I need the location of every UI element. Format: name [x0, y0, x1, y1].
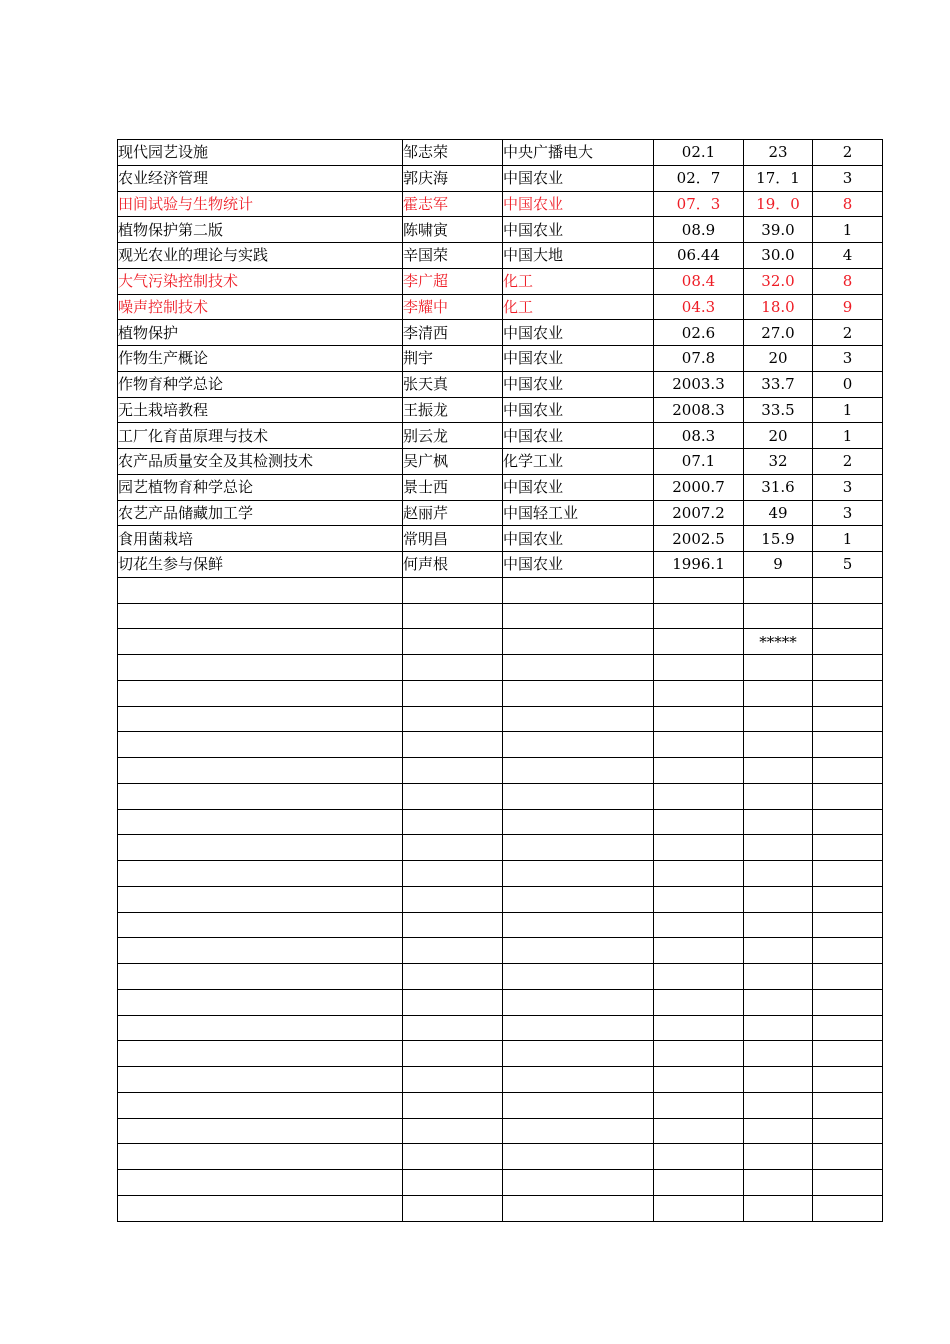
- book-title-cell: 无土栽培教程: [118, 397, 403, 423]
- price-cell: 19．0: [744, 191, 813, 217]
- price-cell: 49: [744, 500, 813, 526]
- price-cell: *****: [744, 629, 813, 655]
- book-title-cell: 食用菌栽培: [118, 526, 403, 552]
- quantity-cell: [813, 1067, 883, 1093]
- author-cell: [403, 603, 503, 629]
- publisher-cell: 中国农业: [503, 423, 654, 449]
- book-title-cell: 植物保护: [118, 320, 403, 346]
- publish-date-cell: 2000.7: [654, 474, 744, 500]
- table-row: [118, 140, 883, 166]
- publish-date-cell: [654, 732, 744, 758]
- publish-date-cell: [654, 1041, 744, 1067]
- table-row: [118, 1067, 883, 1093]
- author-cell: [403, 1195, 503, 1221]
- price-cell: [744, 861, 813, 887]
- book-title-cell: 农艺产品储藏加工学: [118, 500, 403, 526]
- quantity-cell: [813, 989, 883, 1015]
- quantity-cell: 5: [813, 552, 883, 578]
- book-title-cell: [118, 861, 403, 887]
- price-cell: [744, 912, 813, 938]
- price-cell: 31.6: [744, 474, 813, 500]
- table-row: [118, 1195, 883, 1221]
- price-cell: [744, 1041, 813, 1067]
- book-title-cell: [118, 577, 403, 603]
- table-row: [118, 474, 883, 500]
- price-cell: 18.0: [744, 294, 813, 320]
- publisher-cell: [503, 783, 654, 809]
- author-cell: [403, 964, 503, 990]
- table-row: [118, 191, 883, 217]
- author-cell: [403, 912, 503, 938]
- publish-date-cell: [654, 1195, 744, 1221]
- author-cell: [403, 1067, 503, 1093]
- book-title-cell: 农产品质量安全及其检测技术: [118, 449, 403, 475]
- publisher-cell: [503, 655, 654, 681]
- table-row: [118, 964, 883, 990]
- quantity-cell: 4: [813, 243, 883, 269]
- book-title-cell: 园艺植物育种学总论: [118, 474, 403, 500]
- table-row: [118, 1041, 883, 1067]
- publisher-cell: 中国农业: [503, 474, 654, 500]
- author-cell: [403, 1170, 503, 1196]
- quantity-cell: [813, 1092, 883, 1118]
- publish-date-cell: [654, 1144, 744, 1170]
- quantity-cell: 3: [813, 165, 883, 191]
- publish-date-cell: 2008.3: [654, 397, 744, 423]
- price-cell: [744, 1170, 813, 1196]
- quantity-cell: [813, 1118, 883, 1144]
- price-cell: [744, 758, 813, 784]
- price-cell: [744, 655, 813, 681]
- book-title-cell: [118, 886, 403, 912]
- table-row: [118, 552, 883, 578]
- publish-date-cell: [654, 886, 744, 912]
- publish-date-cell: [654, 680, 744, 706]
- publish-date-cell: [654, 577, 744, 603]
- book-list-body: [118, 140, 883, 1222]
- author-cell: [403, 1041, 503, 1067]
- author-cell: [403, 655, 503, 681]
- price-cell: [744, 1144, 813, 1170]
- publisher-cell: [503, 912, 654, 938]
- table-row: [118, 1015, 883, 1041]
- publisher-cell: [503, 680, 654, 706]
- author-cell: [403, 577, 503, 603]
- price-cell: [744, 809, 813, 835]
- book-title-cell: [118, 912, 403, 938]
- price-cell: [744, 577, 813, 603]
- author-cell: 常明昌: [403, 526, 503, 552]
- quantity-cell: [813, 809, 883, 835]
- quantity-cell: [813, 783, 883, 809]
- price-cell: 9: [744, 552, 813, 578]
- price-cell: 32.0: [744, 268, 813, 294]
- publisher-cell: 中国农业: [503, 217, 654, 243]
- publish-date-cell: [654, 938, 744, 964]
- publisher-cell: 化学工业: [503, 449, 654, 475]
- publisher-cell: [503, 1015, 654, 1041]
- quantity-cell: 3: [813, 346, 883, 372]
- table-row: [118, 680, 883, 706]
- publish-date-cell: 02.6: [654, 320, 744, 346]
- author-cell: [403, 809, 503, 835]
- price-cell: [744, 732, 813, 758]
- publisher-cell: 化工: [503, 268, 654, 294]
- publisher-cell: 中国农业: [503, 552, 654, 578]
- publisher-cell: [503, 989, 654, 1015]
- table-row: [118, 397, 883, 423]
- publisher-cell: 中国农业: [503, 320, 654, 346]
- author-cell: 李清西: [403, 320, 503, 346]
- author-cell: [403, 1092, 503, 1118]
- price-cell: [744, 989, 813, 1015]
- book-title-cell: 大气污染控制技术: [118, 268, 403, 294]
- book-title-cell: [118, 989, 403, 1015]
- book-title-cell: 观光农业的理论与实践: [118, 243, 403, 269]
- table-row: [118, 1170, 883, 1196]
- publish-date-cell: 02．7: [654, 165, 744, 191]
- table-row: [118, 165, 883, 191]
- publisher-cell: 中国轻工业: [503, 500, 654, 526]
- publish-date-cell: 06.44: [654, 243, 744, 269]
- table-row: [118, 706, 883, 732]
- author-cell: 陈啸寅: [403, 217, 503, 243]
- table-row: [118, 217, 883, 243]
- author-cell: 王振龙: [403, 397, 503, 423]
- price-cell: [744, 1015, 813, 1041]
- author-cell: [403, 1015, 503, 1041]
- book-title-cell: [118, 783, 403, 809]
- publish-date-cell: [654, 1092, 744, 1118]
- price-cell: [744, 1195, 813, 1221]
- book-title-cell: [118, 938, 403, 964]
- table-row: [118, 423, 883, 449]
- quantity-cell: 1: [813, 217, 883, 243]
- book-title-cell: [118, 835, 403, 861]
- publisher-cell: [503, 938, 654, 964]
- publisher-cell: [503, 1195, 654, 1221]
- price-cell: [744, 938, 813, 964]
- book-title-cell: 切花生参与保鲜: [118, 552, 403, 578]
- quantity-cell: [813, 1170, 883, 1196]
- table-row: [118, 526, 883, 552]
- quantity-cell: 3: [813, 500, 883, 526]
- table-row: [118, 912, 883, 938]
- quantity-cell: [813, 938, 883, 964]
- quantity-cell: [813, 732, 883, 758]
- book-title-cell: 田间试验与生物统计: [118, 191, 403, 217]
- book-title-cell: [118, 1118, 403, 1144]
- author-cell: 李耀中: [403, 294, 503, 320]
- publisher-cell: [503, 1144, 654, 1170]
- publish-date-cell: 2003.3: [654, 371, 744, 397]
- quantity-cell: [813, 912, 883, 938]
- author-cell: [403, 680, 503, 706]
- quantity-cell: 2: [813, 320, 883, 346]
- table-row: [118, 629, 883, 655]
- publish-date-cell: [654, 989, 744, 1015]
- quantity-cell: 2: [813, 449, 883, 475]
- publish-date-cell: 1996.1: [654, 552, 744, 578]
- publisher-cell: 中国农业: [503, 526, 654, 552]
- publish-date-cell: [654, 1118, 744, 1144]
- publish-date-cell: [654, 1015, 744, 1041]
- author-cell: [403, 1118, 503, 1144]
- publisher-cell: [503, 964, 654, 990]
- publisher-cell: [503, 603, 654, 629]
- publish-date-cell: [654, 629, 744, 655]
- publisher-cell: 化工: [503, 294, 654, 320]
- author-cell: 吴广枫: [403, 449, 503, 475]
- table-row: [118, 938, 883, 964]
- publisher-cell: [503, 861, 654, 887]
- quantity-cell: 9: [813, 294, 883, 320]
- table-row: [118, 989, 883, 1015]
- price-cell: 15.9: [744, 526, 813, 552]
- price-cell: [744, 1092, 813, 1118]
- book-title-cell: [118, 964, 403, 990]
- book-title-cell: [118, 1041, 403, 1067]
- author-cell: [403, 732, 503, 758]
- author-cell: 别云龙: [403, 423, 503, 449]
- quantity-cell: [813, 1144, 883, 1170]
- table-row: [118, 655, 883, 681]
- author-cell: [403, 629, 503, 655]
- publish-date-cell: [654, 758, 744, 784]
- publisher-cell: 中国大地: [503, 243, 654, 269]
- publish-date-cell: [654, 835, 744, 861]
- book-title-cell: [118, 629, 403, 655]
- table-row: [118, 320, 883, 346]
- author-cell: 张天真: [403, 371, 503, 397]
- price-cell: [744, 964, 813, 990]
- price-cell: 27.0: [744, 320, 813, 346]
- book-title-cell: [118, 680, 403, 706]
- book-title-cell: 农业经济管理: [118, 165, 403, 191]
- quantity-cell: [813, 1195, 883, 1221]
- author-cell: 辛国荣: [403, 243, 503, 269]
- quantity-cell: 8: [813, 191, 883, 217]
- quantity-cell: [813, 680, 883, 706]
- quantity-cell: [813, 577, 883, 603]
- quantity-cell: 8: [813, 268, 883, 294]
- table-row: [118, 783, 883, 809]
- publish-date-cell: [654, 1067, 744, 1093]
- table-row: [118, 346, 883, 372]
- price-cell: 30.0: [744, 243, 813, 269]
- price-cell: 23: [744, 140, 813, 166]
- publisher-cell: [503, 1067, 654, 1093]
- price-cell: [744, 680, 813, 706]
- publisher-cell: [503, 758, 654, 784]
- book-title-cell: 作物生产概论: [118, 346, 403, 372]
- book-title-cell: 现代园艺设施: [118, 140, 403, 166]
- table-row: [118, 1144, 883, 1170]
- publisher-cell: 中国农业: [503, 346, 654, 372]
- price-cell: [744, 783, 813, 809]
- table-row: [118, 732, 883, 758]
- book-title-cell: 植物保护第二版: [118, 217, 403, 243]
- quantity-cell: [813, 655, 883, 681]
- price-cell: [744, 603, 813, 629]
- author-cell: 李广超: [403, 268, 503, 294]
- table-row: [118, 268, 883, 294]
- quantity-cell: 2: [813, 140, 883, 166]
- author-cell: [403, 861, 503, 887]
- book-title-cell: [118, 758, 403, 784]
- quantity-cell: 1: [813, 423, 883, 449]
- price-cell: [744, 835, 813, 861]
- table-row: [118, 861, 883, 887]
- author-cell: [403, 989, 503, 1015]
- quantity-cell: [813, 886, 883, 912]
- price-cell: [744, 1067, 813, 1093]
- publisher-cell: 中国农业: [503, 191, 654, 217]
- book-title-cell: [118, 655, 403, 681]
- price-cell: 20: [744, 346, 813, 372]
- publisher-cell: [503, 706, 654, 732]
- publish-date-cell: 04.3: [654, 294, 744, 320]
- publish-date-cell: 02.1: [654, 140, 744, 166]
- quantity-cell: [813, 835, 883, 861]
- author-cell: 何声根: [403, 552, 503, 578]
- quantity-cell: 1: [813, 526, 883, 552]
- author-cell: 霍志军: [403, 191, 503, 217]
- publisher-cell: [503, 809, 654, 835]
- author-cell: [403, 886, 503, 912]
- publish-date-cell: [654, 861, 744, 887]
- table-row: [118, 603, 883, 629]
- publish-date-cell: [654, 655, 744, 681]
- table-row: [118, 500, 883, 526]
- quantity-cell: 1: [813, 397, 883, 423]
- price-cell: 17．1: [744, 165, 813, 191]
- publisher-cell: 中国农业: [503, 165, 654, 191]
- author-cell: [403, 758, 503, 784]
- book-title-cell: 作物育种学总论: [118, 371, 403, 397]
- table-row: [118, 886, 883, 912]
- quantity-cell: [813, 758, 883, 784]
- publish-date-cell: 08.4: [654, 268, 744, 294]
- table-row: [118, 449, 883, 475]
- quantity-cell: [813, 603, 883, 629]
- publish-date-cell: [654, 1170, 744, 1196]
- price-cell: [744, 706, 813, 732]
- publish-date-cell: [654, 783, 744, 809]
- table-row: [118, 1092, 883, 1118]
- author-cell: 赵丽芹: [403, 500, 503, 526]
- table-row: [118, 835, 883, 861]
- book-title-cell: 工厂化育苗原理与技术: [118, 423, 403, 449]
- publish-date-cell: 2002.5: [654, 526, 744, 552]
- price-cell: [744, 1118, 813, 1144]
- book-title-cell: [118, 1067, 403, 1093]
- publisher-cell: [503, 1118, 654, 1144]
- publisher-cell: 中国农业: [503, 397, 654, 423]
- quantity-cell: 3: [813, 474, 883, 500]
- author-cell: 荆宇: [403, 346, 503, 372]
- author-cell: 邹志荣: [403, 140, 503, 166]
- publish-date-cell: 07.1: [654, 449, 744, 475]
- publisher-cell: 中国农业: [503, 371, 654, 397]
- price-cell: 33.7: [744, 371, 813, 397]
- publisher-cell: [503, 886, 654, 912]
- table-row: [118, 371, 883, 397]
- table-row: [118, 243, 883, 269]
- publish-date-cell: 08.9: [654, 217, 744, 243]
- publish-date-cell: [654, 809, 744, 835]
- table-row: [118, 294, 883, 320]
- author-cell: [403, 706, 503, 732]
- author-cell: [403, 835, 503, 861]
- price-cell: 32: [744, 449, 813, 475]
- quantity-cell: 0: [813, 371, 883, 397]
- table-row: [118, 809, 883, 835]
- table-row: [118, 758, 883, 784]
- author-cell: [403, 783, 503, 809]
- publish-date-cell: 2007.2: [654, 500, 744, 526]
- publish-date-cell: [654, 964, 744, 990]
- author-cell: 郭庆海: [403, 165, 503, 191]
- quantity-cell: [813, 861, 883, 887]
- book-title-cell: [118, 603, 403, 629]
- book-list-table: [117, 139, 883, 1222]
- price-cell: 33.5: [744, 397, 813, 423]
- publisher-cell: 中央广播电大: [503, 140, 654, 166]
- author-cell: [403, 938, 503, 964]
- price-cell: [744, 886, 813, 912]
- publisher-cell: [503, 732, 654, 758]
- author-cell: 景士西: [403, 474, 503, 500]
- quantity-cell: [813, 706, 883, 732]
- publish-date-cell: [654, 706, 744, 732]
- book-title-cell: [118, 732, 403, 758]
- book-title-cell: [118, 1092, 403, 1118]
- table-row: [118, 577, 883, 603]
- publish-date-cell: [654, 912, 744, 938]
- publish-date-cell: 07．3: [654, 191, 744, 217]
- quantity-cell: [813, 964, 883, 990]
- publisher-cell: [503, 835, 654, 861]
- publisher-cell: [503, 1092, 654, 1118]
- publish-date-cell: 08.3: [654, 423, 744, 449]
- book-title-cell: [118, 1144, 403, 1170]
- book-title-cell: [118, 1170, 403, 1196]
- table-row: [118, 1118, 883, 1144]
- publish-date-cell: [654, 603, 744, 629]
- book-title-cell: [118, 706, 403, 732]
- publisher-cell: [503, 577, 654, 603]
- publisher-cell: [503, 1170, 654, 1196]
- quantity-cell: [813, 1015, 883, 1041]
- book-title-cell: 噪声控制技术: [118, 294, 403, 320]
- price-cell: 20: [744, 423, 813, 449]
- book-title-cell: [118, 1195, 403, 1221]
- publisher-cell: [503, 629, 654, 655]
- price-cell: 39.0: [744, 217, 813, 243]
- publish-date-cell: 07.8: [654, 346, 744, 372]
- author-cell: [403, 1144, 503, 1170]
- quantity-cell: [813, 1041, 883, 1067]
- book-title-cell: [118, 1015, 403, 1041]
- publisher-cell: [503, 1041, 654, 1067]
- book-title-cell: [118, 809, 403, 835]
- quantity-cell: [813, 629, 883, 655]
